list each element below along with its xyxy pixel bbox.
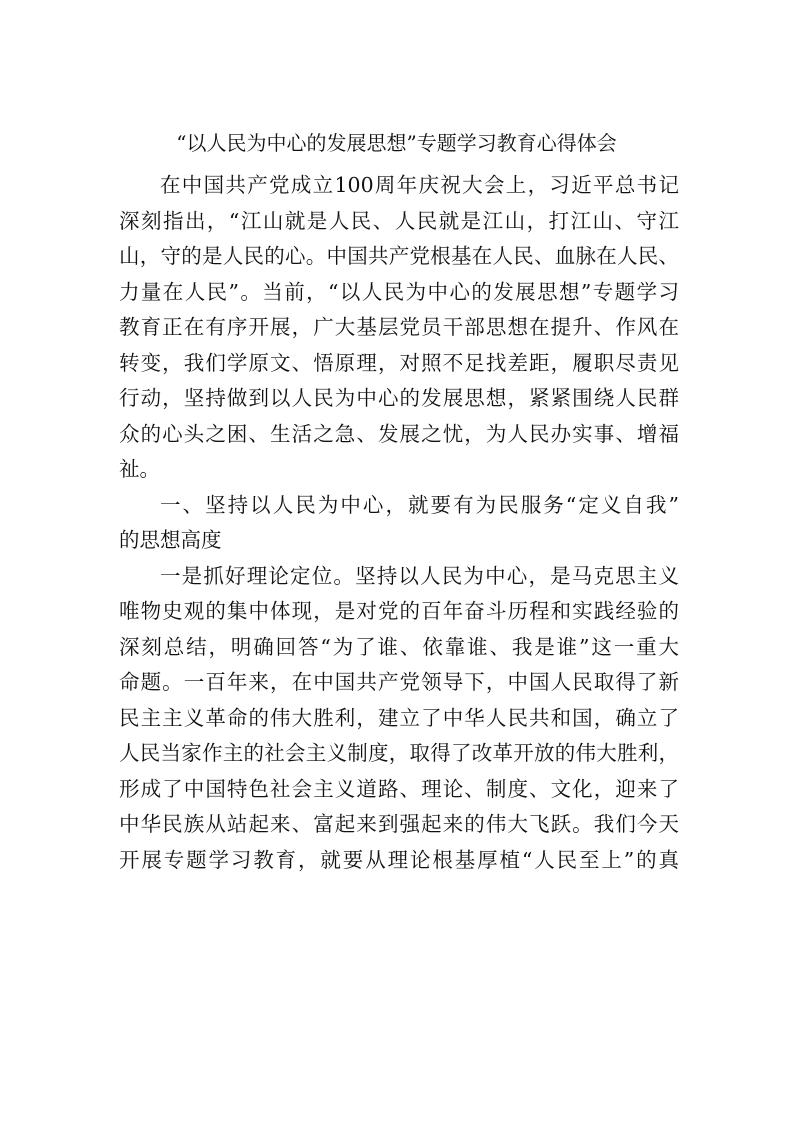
text-line: 深刻指出，“江山就是人民、人民就是江山，打江山、守江 <box>119 208 679 233</box>
text-line: 深刻总结，明确回答“为了谁、依靠谁、我是谁”这一重大 <box>119 634 679 659</box>
text-line: 转变，我们学原文、悟原理，对照不足找差距，履职尽责见 <box>119 350 679 375</box>
text-line: 开展专题学习教育，就要从理论根基厚植“人民至上”的真 <box>119 847 679 872</box>
text-line: 一是抓好理论定位。坚持以人民为中心，是马克思主义 <box>160 563 679 588</box>
text-line: 人民当家作主的社会主义制度，取得了改革开放的伟大胜利， <box>119 741 679 765</box>
document-title: “以人民为中心的发展思想”专题学习教育心得体会 <box>176 131 617 155</box>
text-line: 众的心头之困、生活之急、发展之忧，为人民办实事、增福 <box>119 421 679 446</box>
text-line: 民主主义革命的伟大胜利，建立了中华人民共和国，确立了 <box>119 705 679 730</box>
document-body <box>119 168 679 878</box>
text-line: 在中国共产党成立100周年庆祝大会上，习近平总书记 <box>160 173 679 197</box>
text-line: 中华民族从站起来、富起来到强起来的伟大飞跃。我们今天 <box>119 812 679 836</box>
text-line: 的思想高度 <box>119 528 222 552</box>
text-line: 唯物史观的集中体现，是对党的百年奋斗历程和实践经验的 <box>119 599 679 623</box>
text-line: 教育正在有序开展，广大基层党员干部思想在提升、作风在 <box>119 315 679 339</box>
text-line: 行动，坚持做到以人民为中心的发展思想，紧紧围绕人民群 <box>119 386 679 410</box>
text-line: 一、坚持以人民为中心，就要有为民服务“定义自我” <box>160 492 679 517</box>
text-line: 山，守的是人民的心。中国共产党根基在人民、血脉在人民、 <box>119 244 679 268</box>
text-line: 祉。 <box>119 457 160 481</box>
text-line: 形成了中国特色社会主义道路、理论、制度、文化，迎来了 <box>119 776 679 801</box>
text-line: 命题。一百年来，在中国共产党领导下，中国人民取得了新 <box>119 670 679 694</box>
text-line: 力量在人民”。当前，“以人民为中心的发展思想”专题学习 <box>119 279 679 304</box>
